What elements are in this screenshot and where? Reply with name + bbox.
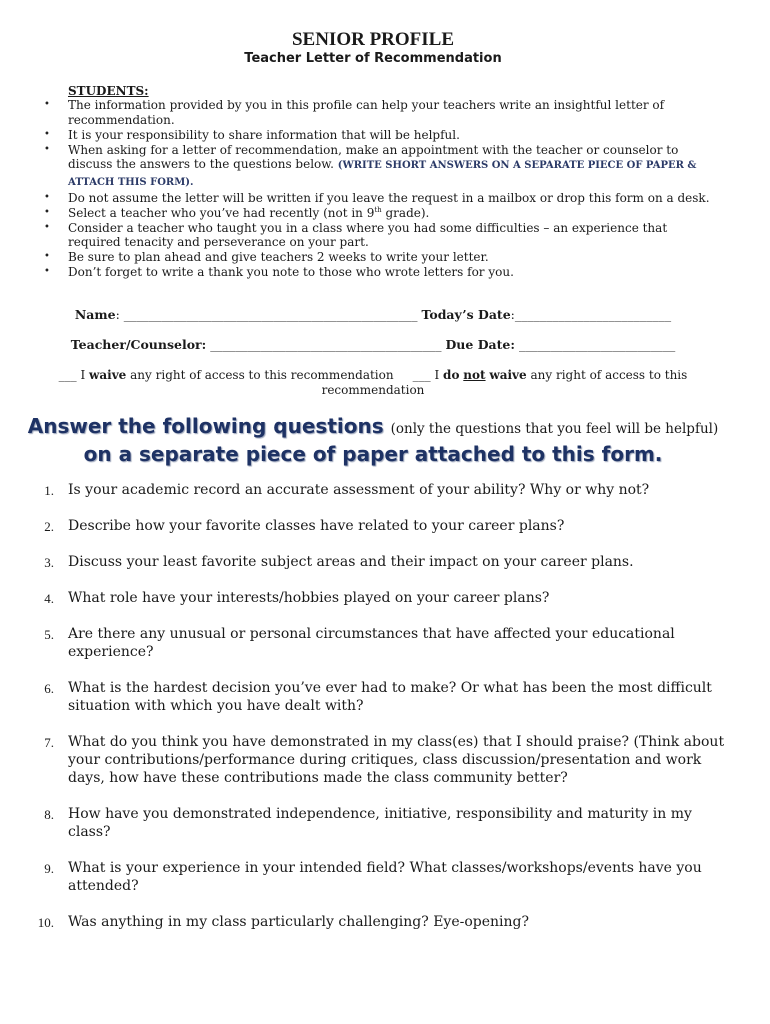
students-bullet-list xyxy=(44,98,714,280)
list-item: • Do not assume the letter will be written if you leave the request in a mailbox or drop this form on a desk. xyxy=(44,191,714,206)
list-item: 10. Was anything in my class particularly challenging? Eye-opening? xyxy=(37,914,529,930)
teacher-counselor-label: Teacher/Counselor: xyxy=(70,337,207,352)
instruction-note: (WRITE SHORT ANSWERS ON A SEPARATE PIECE OF PAPER & ATTACH THIS FORM). xyxy=(68,160,697,188)
list-item: 8. How have you demonstrated independence, initiative, responsibility and maturity in my class? xyxy=(44,806,692,840)
list-item: • Don’t forget to write a thank you note to those who wrote letters for you. xyxy=(44,265,714,280)
due-date-field[interactable]: _________________________ xyxy=(514,337,676,352)
list-item: 3. Discuss your least favorite subject areas and their impact on your career plans. xyxy=(44,554,634,570)
waiver-statement xyxy=(40,368,706,398)
page-title: SENIOR PROFILE xyxy=(291,29,455,50)
list-item: 4. What role have your interests/hobbies played on your career plans? xyxy=(44,590,550,606)
list-item: • Select a teacher who you’ve had recently (not in 9th grade). xyxy=(44,206,714,221)
todays-date-field[interactable]: :_________________________ xyxy=(510,307,672,322)
list-item: • The information provided by you in this profile can help your teachers write an insightful letter of recommendation. xyxy=(44,98,714,127)
list-item: 1. Is your academic record an accurate assessment of your ability? Why or why not? xyxy=(44,482,650,498)
name-label: Name xyxy=(74,307,116,322)
answer-questions-heading: Answer the following questions (only the questions that you feel will be helpful) on a separate piece of paper attached to this form. xyxy=(27,414,719,466)
list-item: 5. Are there any unusual or personal circumstances that have affected your educational experience? xyxy=(44,626,675,660)
name-date-row xyxy=(0,307,746,322)
list-item: 9. What is your experience in your intended field? What classes/workshops/events have you attended? xyxy=(44,860,702,894)
page-subtitle: Teacher Letter of Recommendation xyxy=(244,51,502,66)
questions-list xyxy=(30,481,730,949)
answer-heading-aside: (only the questions that you feel will be helpful) xyxy=(390,421,719,437)
todays-date-label: Today’s Date xyxy=(421,307,511,322)
do-not-waive-option[interactable]: ___ I do not waive any right of access to this recommendation xyxy=(321,368,688,397)
students-heading: STUDENTS: xyxy=(68,84,149,98)
list-item: 6. What is the hardest decision you’ve ever had to make? Or what has been the most difficult situation with which you have dealt with? xyxy=(44,680,712,714)
list-item: • Be sure to plan ahead and give teachers 2 weeks to write your letter. xyxy=(44,250,714,265)
waive-option[interactable]: ___ I waive any right of access to this recommendation xyxy=(58,368,394,382)
list-item: 2. Describe how your favorite classes have related to your career plans? xyxy=(44,518,565,534)
name-field[interactable]: : _______________________________________________ xyxy=(115,307,418,322)
list-item: • Consider a teacher who taught you in a class where you had some difficulties – an experience that required tenacity and perseverance on your part. xyxy=(44,221,714,250)
list-item: 7. What do you think you have demonstrated in my class(es) that I should praise? (Think about your contributions/performance during critiques, class discussion/presentation and work days, how have these contributions made the class community better? xyxy=(44,734,725,786)
teacher-due-row xyxy=(0,337,746,352)
due-date-label: Due Date: xyxy=(445,337,515,352)
teacher-counselor-field[interactable]: _____________________________________ xyxy=(206,337,442,352)
list-item: • When asking for a letter of recommendation, make an appointment with the teacher or counselor to discuss the answers to the questions below. (WRITE SHORT ANSWERS ON A SEPARATE PIECE OF PAPER & ATTACH THIS FORM). xyxy=(44,143,714,191)
list-item: • It is your responsibility to share information that will be helpful. xyxy=(44,128,714,143)
